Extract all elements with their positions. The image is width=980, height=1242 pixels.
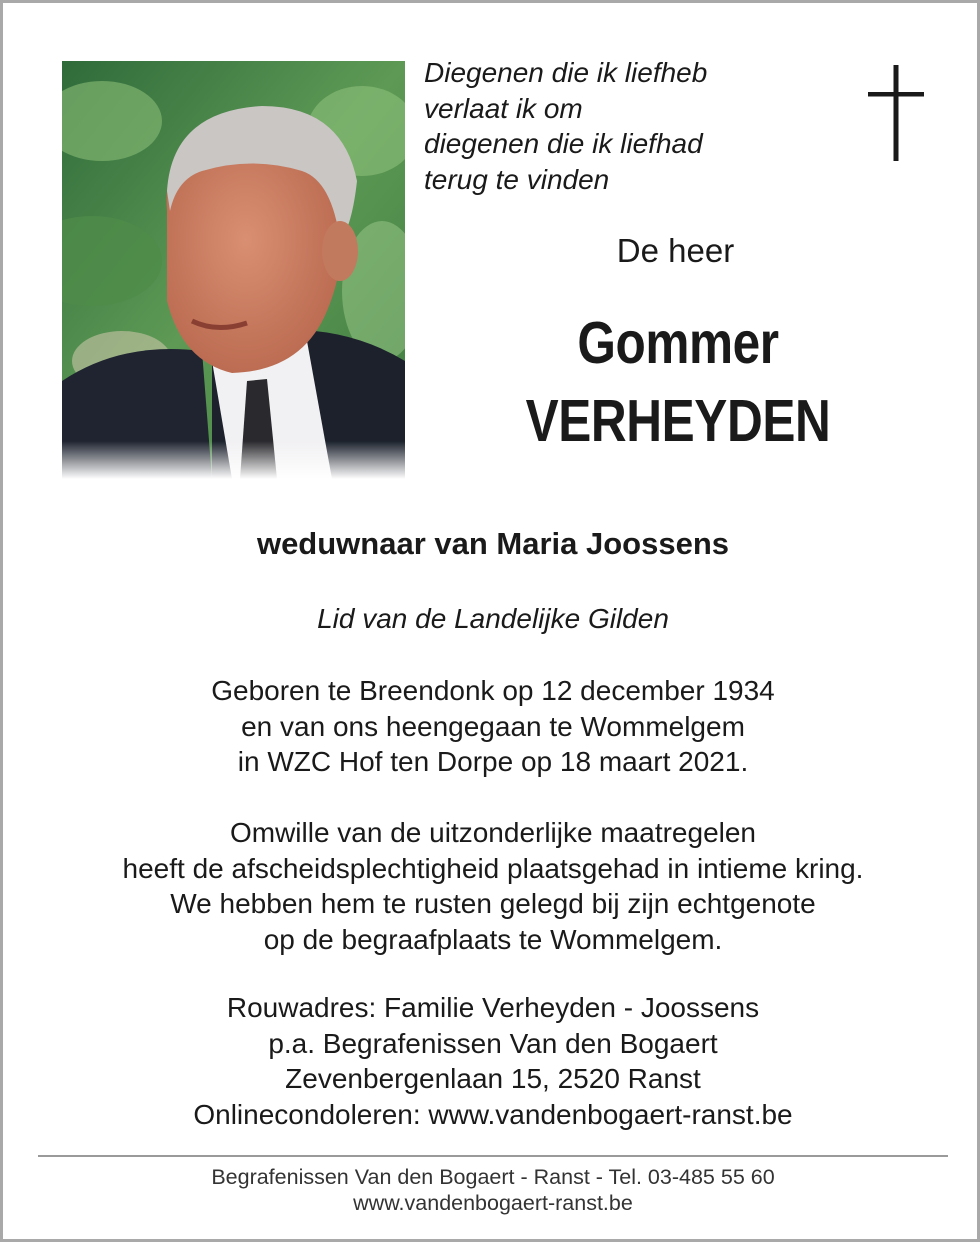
footer [3, 1164, 980, 1216]
footer-contact: Begrafenissen Van den Bogaert - Ranst - Tel. 03-485 55 60 [211, 1165, 775, 1189]
birth-death-line: in WZC Hof ten Dorpe op 18 maart 2021. [237, 746, 749, 777]
address-line: Zevenbergenlaan 15, 2520 Ranst [285, 1063, 701, 1094]
notice-line: Omwille van de uitzonderlijke maatregelen [229, 817, 757, 848]
footer-divider [38, 1155, 948, 1157]
address-line: Rouwadres: Familie Verheyden - Joossens [226, 992, 760, 1023]
address-line: Onlinecondoleren: www.vandenbogaert-ranst.be [193, 1098, 793, 1130]
footer-website: www.vandenbogaert-ranst.be [353, 1191, 633, 1215]
relation-line: weduwnaar van Maria Joossens [256, 526, 730, 561]
birth-death-line: en van ons heengegaan te Wommelgem [241, 710, 745, 742]
mourning-address-block [3, 990, 980, 1132]
membership-line: Lid van de Landelijke Gilden [317, 603, 669, 634]
birth-death-block [3, 673, 980, 780]
ceremony-notice-block [3, 815, 980, 957]
poem [424, 55, 844, 197]
notice-line: op de begraafplaats te Wommelgem. [263, 923, 723, 955]
address-line: p.a. Begrafenissen Van den Bogaert [268, 1027, 718, 1059]
poem-line: Diegenen die ik liefheb [424, 57, 708, 88]
poem-line: verlaat ik om [424, 92, 583, 124]
poem-line: terug te vinden [424, 163, 610, 195]
latin-cross-icon [868, 65, 924, 161]
birth-death-line: Geboren te Breendonk op 12 december 1934 [211, 675, 775, 706]
notice-line: heeft de afscheidsplechtigheid plaatsgehad in intieme kring. [122, 852, 864, 884]
first-name: Gommer [577, 310, 779, 376]
last-name: VERHEYDEN [525, 388, 831, 454]
honorific-title: De heer [616, 232, 735, 269]
portrait-photo [62, 61, 405, 479]
portrait-image [62, 61, 405, 479]
notice-line: We hebben hem te rusten gelegd bij zijn echtgenote [170, 888, 816, 919]
poem-line: diegenen die ik liefhad [424, 128, 703, 159]
